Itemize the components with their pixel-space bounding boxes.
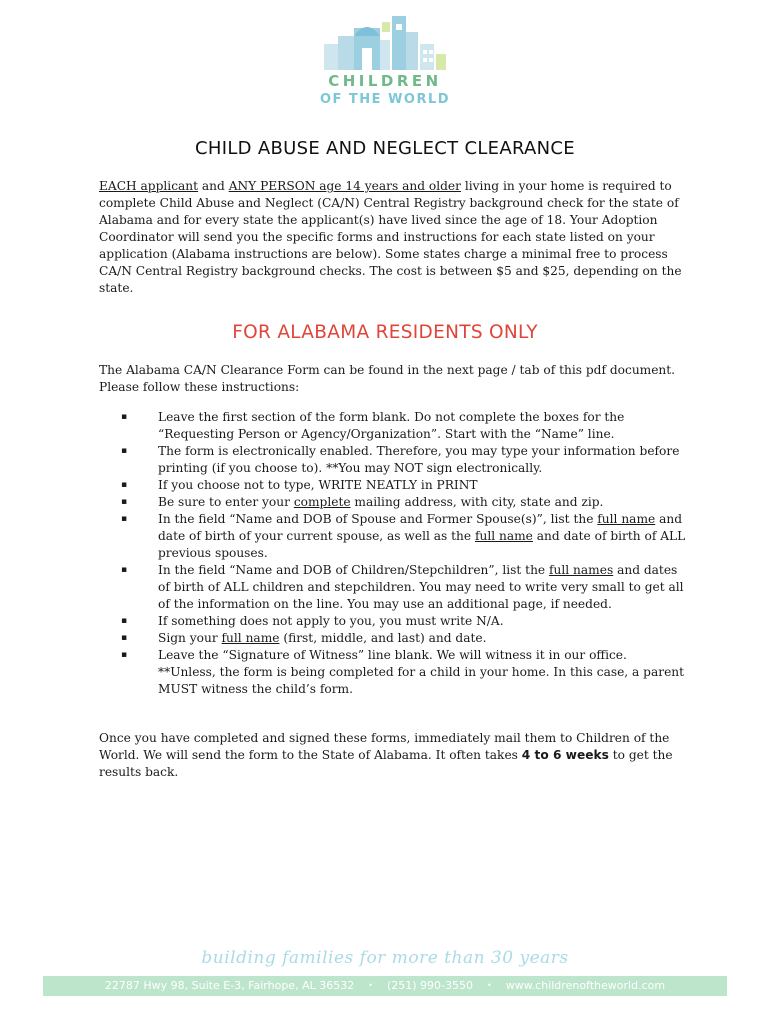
- bullet-icon: ▪: [121, 412, 128, 422]
- logo-text-of-the-world: OF THE WORLD: [319, 92, 451, 107]
- underlined-text: full name: [597, 512, 656, 526]
- instruction-text: Leave the first section of the form blank. Do not complete the boxes for the “Requesting Person or Agency/Organization”. Start with the “Name” line.: [158, 410, 625, 441]
- bullet-icon: ▪: [121, 633, 128, 643]
- separator-dot-icon: •: [486, 981, 492, 990]
- bullet-icon: ▪: [121, 480, 128, 490]
- alabama-paragraph: The Alabama CA/N Clearance Form can be found in the next page / tab of this pdf document. Please follow these instructions:: [99, 363, 676, 394]
- instruction-list: [118, 409, 688, 698]
- bullet-icon: ▪: [121, 514, 128, 524]
- intro-text-1: and: [198, 179, 229, 193]
- bullet-icon: ▪: [121, 565, 128, 575]
- processing-time-text: 4 to 6 weeks: [521, 748, 609, 762]
- closing-text-2: to get the results back.: [99, 748, 673, 779]
- instruction-text: (first, middle, and last) and date.: [279, 631, 487, 645]
- organization-logo: [310, 14, 460, 114]
- instruction-text: If you choose not to type, WRITE NEATLY in PRINT: [158, 478, 478, 492]
- bullet-icon: ▪: [121, 446, 128, 456]
- tagline: building families for more than 30 years: [201, 948, 569, 968]
- instruction-text: and dates of birth of ALL children and stepchildren. You may need to write very small to get all of the information on the line. You may use an additional page, if needed.: [158, 563, 684, 611]
- building-blocks-icon: [320, 14, 450, 72]
- page-title: CHILD ABUSE AND NEGLECT CLEARANCE: [195, 138, 575, 159]
- list-item: [118, 562, 688, 613]
- instruction-text: The form is electronically enabled. Therefore, you may type your information before printing (if you choose to). **You may NOT sign electronically.: [158, 444, 680, 475]
- underlined-text: full name: [221, 631, 280, 645]
- instruction-text: and date of birth of your current spouse, as well as the: [158, 512, 683, 543]
- bullet-icon: ▪: [121, 616, 128, 626]
- closing-text-1: Once you have completed and signed these forms, immediately mail them to Children of the World. We will send the form to the State of Alabama. It often takes: [99, 731, 670, 762]
- logo-text-children: CHILDREN: [328, 72, 442, 90]
- list-item: [118, 443, 688, 477]
- bullet-icon: ▪: [121, 497, 128, 507]
- closing-paragraph: [99, 730, 689, 781]
- intro-paragraph: [99, 178, 689, 297]
- section-heading: FOR ALABAMA RESIDENTS ONLY: [232, 322, 538, 343]
- footer-website: www.childrenoftheworld.com: [505, 979, 666, 992]
- instruction-text: and date of birth of ALL previous spouses.: [158, 529, 686, 560]
- footer-phone: (251) 990-3550: [386, 979, 473, 992]
- list-item: [118, 494, 688, 511]
- instruction-text: Sign your: [158, 631, 222, 645]
- each-applicant-text: EACH applicant: [99, 179, 199, 193]
- instruction-text: If something does not apply to you, you must write N/A.: [158, 614, 504, 628]
- underlined-text: full names: [549, 563, 614, 577]
- underlined-text: complete: [293, 495, 351, 509]
- list-item: [118, 409, 688, 443]
- footer-address: 22787 Hwy 98, Suite E-3, Fairhope, AL 36532: [104, 979, 355, 992]
- list-item: [118, 647, 688, 698]
- separator-dot-icon: •: [368, 981, 373, 990]
- instruction-text: In the field “Name and DOB of Children/Stepchildren”, list the: [158, 563, 550, 577]
- intro-text-2: living in your home is required to complete Child Abuse and Neglect (CA/N) Central Registry background check for the state of Alabama and for every state the applicant(s) have lived since the age of 18. Your Adoption Coordinator will send you the specific forms and instructions for each state listed on your application (Alabama instructions are below). Some states charge a minimal free to process CA/N Central Registry background checks. The cost is between $5 and $25, depending on the state.: [99, 179, 682, 295]
- list-item: [118, 511, 688, 562]
- bullet-icon: ▪: [121, 650, 128, 660]
- list-item: [118, 630, 688, 647]
- underlined-text: full name: [474, 529, 533, 543]
- instruction-text: In the field “Name and DOB of Spouse and Former Spouse(s)”, list the: [158, 512, 598, 526]
- instruction-text: Leave the “Signature of Witness” line blank. We will witness it in our office. **Unless, the form is being completed for a child in your home. In this case, a parent MUST witness the child’s form.: [158, 648, 685, 696]
- instruction-text: mailing address, with city, state and zip.: [350, 495, 604, 509]
- any-person-text: ANY PERSON age 14 years and older: [228, 179, 461, 193]
- instruction-text: Be sure to enter your: [158, 495, 294, 509]
- list-item: [118, 477, 688, 494]
- footer-bar: [43, 976, 727, 996]
- list-item: [118, 613, 688, 630]
